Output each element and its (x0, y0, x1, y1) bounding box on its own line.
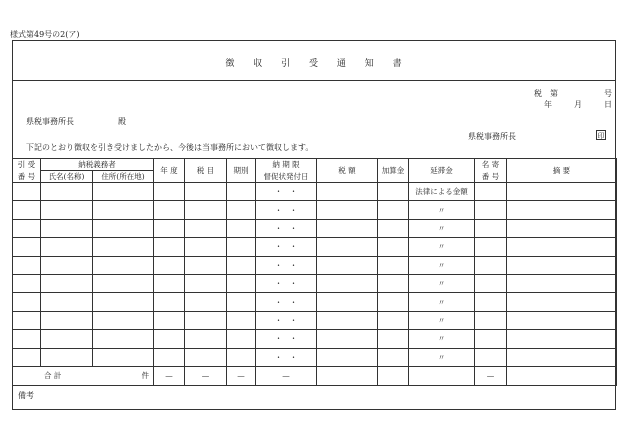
table-cell[interactable] (475, 201, 507, 219)
table-cell[interactable] (93, 274, 154, 292)
table-cell[interactable] (13, 219, 41, 237)
total-label: 合 計 (13, 366, 93, 385)
table-cell[interactable] (378, 311, 409, 329)
table-cell[interactable] (475, 293, 507, 311)
deadline-cell[interactable]: ・ ・ (256, 256, 317, 274)
table-cell[interactable] (378, 183, 409, 201)
table-cell[interactable] (475, 311, 507, 329)
table-cell[interactable] (185, 348, 227, 366)
table-cell[interactable] (41, 183, 93, 201)
total-nayose-dash: — (475, 366, 507, 385)
table-cell[interactable] (507, 274, 617, 292)
date-day: 日 (604, 100, 612, 109)
table-cell[interactable] (507, 201, 617, 219)
table-cell[interactable] (227, 274, 256, 292)
deadline-cell[interactable]: ・ ・ (256, 293, 317, 311)
table-cell[interactable] (154, 293, 185, 311)
table-cell[interactable] (41, 330, 93, 348)
header-hikiuke-top: 引 受 (17, 160, 36, 170)
delinquency-cell[interactable]: 〃 (409, 274, 475, 292)
table-cell[interactable] (475, 219, 507, 237)
delinquency-cell[interactable]: 〃 (409, 330, 475, 348)
table-cell[interactable] (475, 330, 507, 348)
table-row (13, 201, 617, 219)
table-cell[interactable] (317, 274, 378, 292)
table-cell[interactable] (227, 183, 256, 201)
table-cell[interactable] (154, 274, 185, 292)
table-cell[interactable] (227, 219, 256, 237)
table-row (13, 238, 617, 256)
title-divider (12, 80, 616, 81)
table-cell[interactable] (317, 293, 378, 311)
total-unit: 件 (93, 366, 154, 385)
deadline-cell[interactable]: ・ ・ (256, 183, 317, 201)
delinquency-cell[interactable]: 〃 (409, 348, 475, 366)
table-cell[interactable] (227, 348, 256, 366)
table-cell[interactable] (154, 238, 185, 256)
header-nayose: 名 寄 (475, 159, 507, 171)
table-cell[interactable] (185, 293, 227, 311)
table-cell[interactable] (507, 311, 617, 329)
deadline-cell[interactable]: ・ ・ (256, 348, 317, 366)
table-cell[interactable] (13, 293, 41, 311)
header-hikiuke (13, 159, 41, 171)
document-title: 徴 収 引 受 通 知 書 (225, 59, 403, 69)
header-remarks: 摘 要 (507, 159, 617, 183)
date-year: 年 (544, 100, 552, 109)
table-cell[interactable] (13, 238, 41, 256)
table-cell[interactable] (227, 256, 256, 274)
table-row (13, 183, 617, 201)
table-cell[interactable] (185, 183, 227, 201)
table-cell[interactable] (13, 183, 41, 201)
table-cell[interactable] (378, 201, 409, 219)
table-cell[interactable] (507, 293, 617, 311)
total-deadline-dash: — (256, 366, 317, 385)
table-row (13, 274, 617, 292)
table-cell[interactable] (13, 274, 41, 292)
remarks-label: 備考 (18, 391, 34, 400)
header-address: 住所(所在地) (93, 171, 154, 183)
delinquency-cell[interactable]: 〃 (409, 311, 475, 329)
header-hikiuke-bottom: 番 号 (13, 171, 41, 183)
total-row (13, 366, 617, 385)
table-cell[interactable] (317, 311, 378, 329)
table-cell[interactable] (475, 238, 507, 256)
delinquency-cell[interactable]: 〃 (409, 201, 475, 219)
form-number: 様式第49号の2(ア) (10, 30, 80, 39)
table-cell[interactable] (154, 256, 185, 274)
table-cell[interactable] (13, 256, 41, 274)
table-cell[interactable] (93, 183, 154, 201)
table-cell[interactable] (41, 274, 93, 292)
table-cell[interactable] (154, 201, 185, 219)
deadline-cell[interactable]: ・ ・ (256, 330, 317, 348)
header-year: 年 度 (154, 159, 185, 183)
table-cell[interactable] (475, 183, 507, 201)
table-cell[interactable] (475, 348, 507, 366)
document-date (544, 99, 612, 110)
table-cell[interactable] (13, 330, 41, 348)
seal-mark: 印 (597, 132, 605, 140)
total-year-dash: — (154, 366, 185, 385)
table-cell[interactable] (185, 219, 227, 237)
header-deadline: 納 期 限 (256, 159, 317, 171)
header-nayose-bottom: 番 号 (475, 171, 507, 183)
table-cell[interactable] (154, 219, 185, 237)
number-dai: 第 (550, 89, 558, 98)
table-cell[interactable] (13, 201, 41, 219)
header-tax-item: 税 目 (185, 159, 227, 183)
table-cell[interactable] (93, 348, 154, 366)
table-cell[interactable] (13, 348, 41, 366)
table-cell[interactable] (185, 256, 227, 274)
table-cell[interactable] (154, 330, 185, 348)
delinquency-cell[interactable]: 〃 (409, 256, 475, 274)
total-amount[interactable] (317, 366, 378, 385)
table-cell[interactable] (378, 238, 409, 256)
table-cell[interactable] (378, 219, 409, 237)
delinquency-cell[interactable]: 法律による金額 (409, 183, 475, 201)
table-cell[interactable] (93, 311, 154, 329)
table-cell[interactable] (185, 201, 227, 219)
table-cell[interactable] (93, 330, 154, 348)
table-cell[interactable] (507, 238, 617, 256)
table-row (13, 348, 617, 366)
table-cell[interactable] (41, 293, 93, 311)
table-cell[interactable] (507, 330, 617, 348)
deadline-cell[interactable]: ・ ・ (256, 238, 317, 256)
header-amount: 税 額 (317, 159, 378, 183)
collection-table (12, 158, 617, 386)
table-cell[interactable] (154, 311, 185, 329)
table-cell[interactable] (475, 274, 507, 292)
table-cell[interactable] (13, 311, 41, 329)
header-surcharge: 加算金 (378, 159, 409, 183)
table-cell[interactable] (93, 256, 154, 274)
table-cell[interactable] (317, 183, 378, 201)
delinquency-cell[interactable]: 〃 (409, 293, 475, 311)
header-name: 氏名(名称) (41, 171, 93, 183)
table-cell[interactable] (41, 219, 93, 237)
table-cell[interactable] (227, 330, 256, 348)
table-cell[interactable] (507, 348, 617, 366)
table-cell[interactable] (185, 238, 227, 256)
table-cell[interactable] (41, 311, 93, 329)
table-cell[interactable] (378, 293, 409, 311)
table-cell[interactable] (317, 256, 378, 274)
number-go: 号 (604, 89, 612, 98)
table-cell[interactable] (317, 330, 378, 348)
table-row (13, 311, 617, 329)
table-cell[interactable] (93, 238, 154, 256)
table-cell[interactable] (41, 201, 93, 219)
table-cell[interactable] (154, 348, 185, 366)
table-cell[interactable] (227, 238, 256, 256)
table-cell[interactable] (378, 274, 409, 292)
table-cell[interactable] (154, 183, 185, 201)
remarks-section (12, 385, 616, 411)
table-cell[interactable] (317, 348, 378, 366)
table-cell[interactable] (185, 311, 227, 329)
header-period: 期別 (227, 159, 256, 183)
table-cell[interactable] (507, 219, 617, 237)
table-cell[interactable] (507, 256, 617, 274)
total-period-dash: — (227, 366, 256, 385)
deadline-cell[interactable]: ・ ・ (256, 201, 317, 219)
notice-message: 下記のとおり徴収を引き受けましたから、今後は当事務所において徴収します。 (26, 143, 314, 152)
table-cell[interactable] (185, 330, 227, 348)
date-month: 月 (574, 100, 582, 109)
total-remarks[interactable] (507, 366, 617, 385)
total-surcharge[interactable] (378, 366, 409, 385)
header-delinquency: 延滞金 (409, 159, 475, 183)
header-deadline-bottom: 督促状発付日 (256, 171, 317, 183)
sender: 県税事務所長 (468, 132, 516, 141)
table-cell[interactable] (475, 256, 507, 274)
table-cell[interactable] (185, 274, 227, 292)
table-cell[interactable] (378, 330, 409, 348)
table-cell[interactable] (227, 201, 256, 219)
deadline-cell[interactable]: ・ ・ (256, 311, 317, 329)
table-row (13, 293, 617, 311)
document-number (534, 88, 612, 99)
delinquency-cell[interactable]: 〃 (409, 219, 475, 237)
total-delinquency[interactable] (409, 366, 475, 385)
table-row (13, 219, 617, 237)
table-cell[interactable] (507, 183, 617, 201)
table-cell[interactable] (378, 348, 409, 366)
table-cell[interactable] (93, 219, 154, 237)
total-tax-item-dash: — (185, 366, 227, 385)
table-cell[interactable] (41, 348, 93, 366)
table-cell[interactable] (317, 238, 378, 256)
table-row (13, 330, 617, 348)
table-cell[interactable] (93, 293, 154, 311)
delinquency-cell[interactable]: 〃 (409, 238, 475, 256)
addressee: 県税事務所長 (26, 117, 74, 126)
addressee-suffix: 殿 (118, 117, 126, 126)
table-cell[interactable] (227, 311, 256, 329)
table-cell[interactable] (41, 238, 93, 256)
table-cell[interactable] (317, 201, 378, 219)
deadline-cell[interactable]: ・ ・ (256, 219, 317, 237)
table-cell[interactable] (227, 293, 256, 311)
table-cell[interactable] (41, 256, 93, 274)
deadline-cell[interactable]: ・ ・ (256, 274, 317, 292)
table-cell[interactable] (317, 219, 378, 237)
number-prefix: 税 (534, 89, 542, 98)
table-cell[interactable] (93, 201, 154, 219)
table-row (13, 256, 617, 274)
table-cell[interactable] (378, 256, 409, 274)
header-taxpayer: 納税義務者 (41, 159, 154, 171)
